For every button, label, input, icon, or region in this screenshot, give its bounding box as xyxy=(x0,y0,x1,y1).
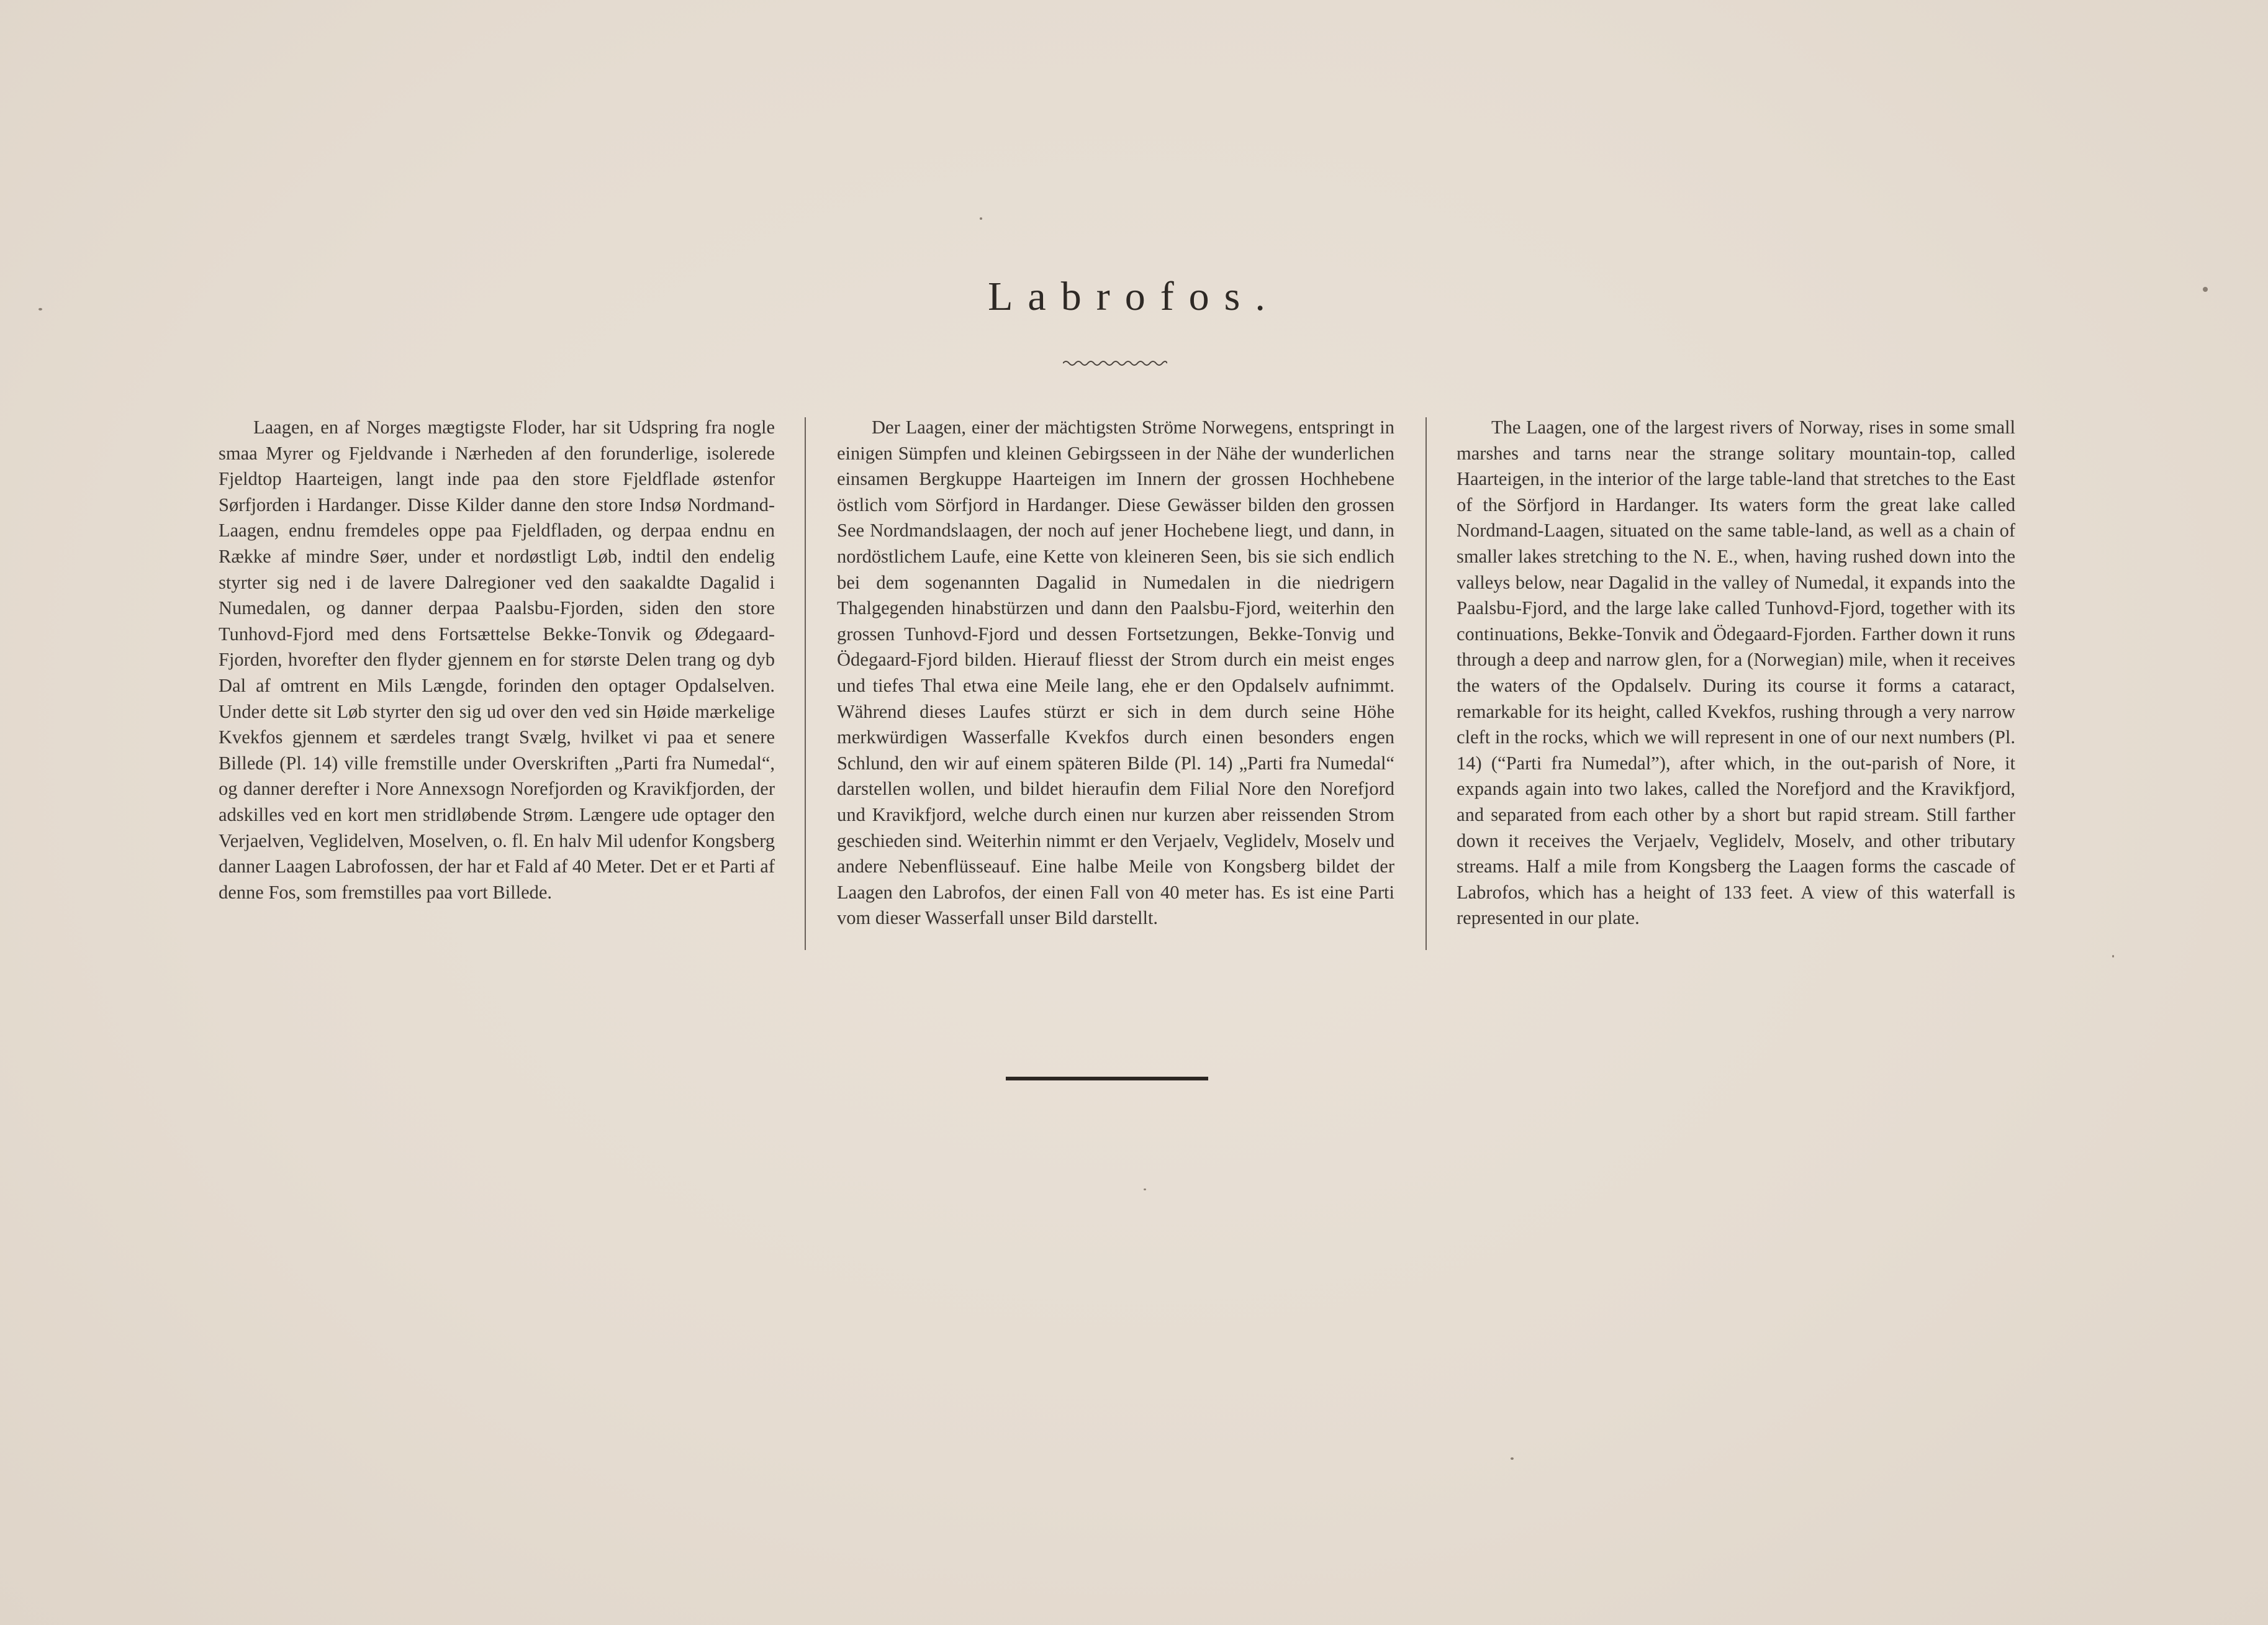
column-divider-right xyxy=(1425,417,1427,950)
german-paragraph: Der Laagen, einer der mächtigsten Ströme Norwegens, entspringt in einigen Sümpfen und kleinen Gebirgsseen in der Nähe der wunderlichen einsamen Bergkuppe Haarteigen im Innern der grossen Hochhebene östlich vom Sörfjord in Hardanger. Diese Gewässer bilden den grossen See Nordmandslaagen, der noch auf jener Hochebene liegt, und dann, in nordöstlichem Laufe, eine Kette von kleineren Seen, bis sie sich endlich bei dem sogenannten Dagalid in Numedalen in die niedrigern Thalgegenden hinabstürzen und dann den Paalsbu-Fjord, weiterhin den grossen Tunhovd-Fjord und dessen Fortsetzungen, Bekke-Tonvig und Ödegaard-Fjord bilden. Hierauf fliesst der Strom durch ein meist enges und tiefes Thal etwa eine Meile lang, ehe er den Opdalselv aufnimmt. Während dieses Laufes stürzt er sich in dem durch seine Höhe merkwürdigen Wasserfalle Kvekfos durch einen besonders engen Schlund, den wir auf einem späteren Bilde (Pl. 14) „Parti fra Numedal“ darstellen wollen, und bildet hieraufin dem Filial Nore den Norefjord und Kravikfjord, welche durch einen nur kurzen aber reissenden Strom geschieden sind. Weiterhin nimmt er den Verjaelv, Veglidelv, Moselv und andere Nebenflüsseauf. Eine halbe Meile von Kongsberg bildet der Laagen den Labrofos, der einen Fall von 40 meter has. Es ist eine Parti vom dieser Wasserfall unser Bild darstellt. xyxy=(837,417,1394,929)
column-divider-left xyxy=(805,417,806,950)
english-column xyxy=(1457,415,2015,931)
paper-speck xyxy=(38,308,42,310)
german-column xyxy=(837,415,1394,931)
norwegian-column xyxy=(219,415,775,905)
wavy-ornament xyxy=(1063,359,1167,368)
norwegian-paragraph: Laagen, en af Norges mægtigste Floder, har sit Udspring fra nogle smaa Myrer og Fjeldvande i Nærheden af den forunderlige, isolerede Fjeldtop Haarteigen, langt inde paa den store Fjeldflade østenfor Sørfjorden i Hardanger. Disse Kilder danne den store Indsø Nordmand-Laagen, endnu fremdeles oppe paa Fjeldfladen, og derpaa endnu en Række af mindre Søer, under et nordøstligt Løb, indtil den endelig styrter sig ned i de lavere Dalregioner ved den saakaldte Dagalid i Numedalen, og danner derpaa Paalsbu-Fjorden, siden den store Tunhovd-Fjord med dens Fortsættelse Bekke-Tonvik og Ødegaard-Fjorden, hvorefter den flyder gjennem en for største Delen trang og dyb Dal af omtrent en Mils Længde, forinden den optager Opdalselven. Under dette sit Løb styrter den sig ud over den ved sin Høide mærkelige Kvekfos gjennem et særdeles trangt Svælg, hvilket vi paa et senere Billede (Pl. 14) ville fremstille under Overskriften „Parti fra Numedal“, og danner derefter i Nore Annexsogn Norefjorden og Kravikfjorden, der adskilles ved en kort men stridløbende Strøm. Længere ude optager den Verjaelven, Veglidelven, Moselven, o. fl. En halv Mil udenfor Kongsberg danner Laagen Labrofossen, der har et Fald af 40 Meter. Det er et Parti af denne Fos, som fremstilles paa vort Billede. xyxy=(219,417,775,903)
paper-speck xyxy=(2112,955,2114,957)
page-title: Labrofos. xyxy=(988,274,1280,319)
bottom-rule xyxy=(1006,1077,1208,1080)
paper-speck xyxy=(2203,287,2208,292)
paper-speck xyxy=(1144,1188,1146,1190)
paper-speck xyxy=(1511,1457,1514,1460)
english-paragraph: The Laagen, one of the largest rivers of Norway, rises in some small marshes and tarns near the strange solitary mountain-top, called Haarteigen, in the interior of the large table-land that stretches to the East of the Sörfjord in Hardanger. Its waters form the great lake called Nordmand-Laagen, situated on the same table-land, as well as a chain of smaller lakes stretching to the N. E., when, having rushed down into the valleys below, near Dagalid in the valley of Numedal, it expands into the Paalsbu-Fjord, and the large lake called Tunhovd-Fjord, together with its continuations, Bekke-Tonvik and Ödegaard-Fjorden. Farther down it runs through a deep and narrow glen, for a (Norwegian) mile, when it receives the waters of the Opdalselv. During its course it forms a cataract, remarkable for its height, called Kvekfos, rushing through a very narrow cleft in the rocks, which we will represent in one of our next numbers (Pl. 14) (“Parti fra Numedal”), after which, in the out-parish of Nore, it expands again into two lakes, called the Norefjord and the Kravikfjord, and separated from each other by a short but rapid stream. Still farther down it receives the Verjaelv, Veglidelv, Moselv, and other tributary streams. Half a mile from Kongsberg the Laagen forms the cascade of Labrofos, which has a height of 133 feet. A view of this waterfall is represented in our plate. xyxy=(1457,417,2015,929)
paper-speck xyxy=(980,217,982,220)
